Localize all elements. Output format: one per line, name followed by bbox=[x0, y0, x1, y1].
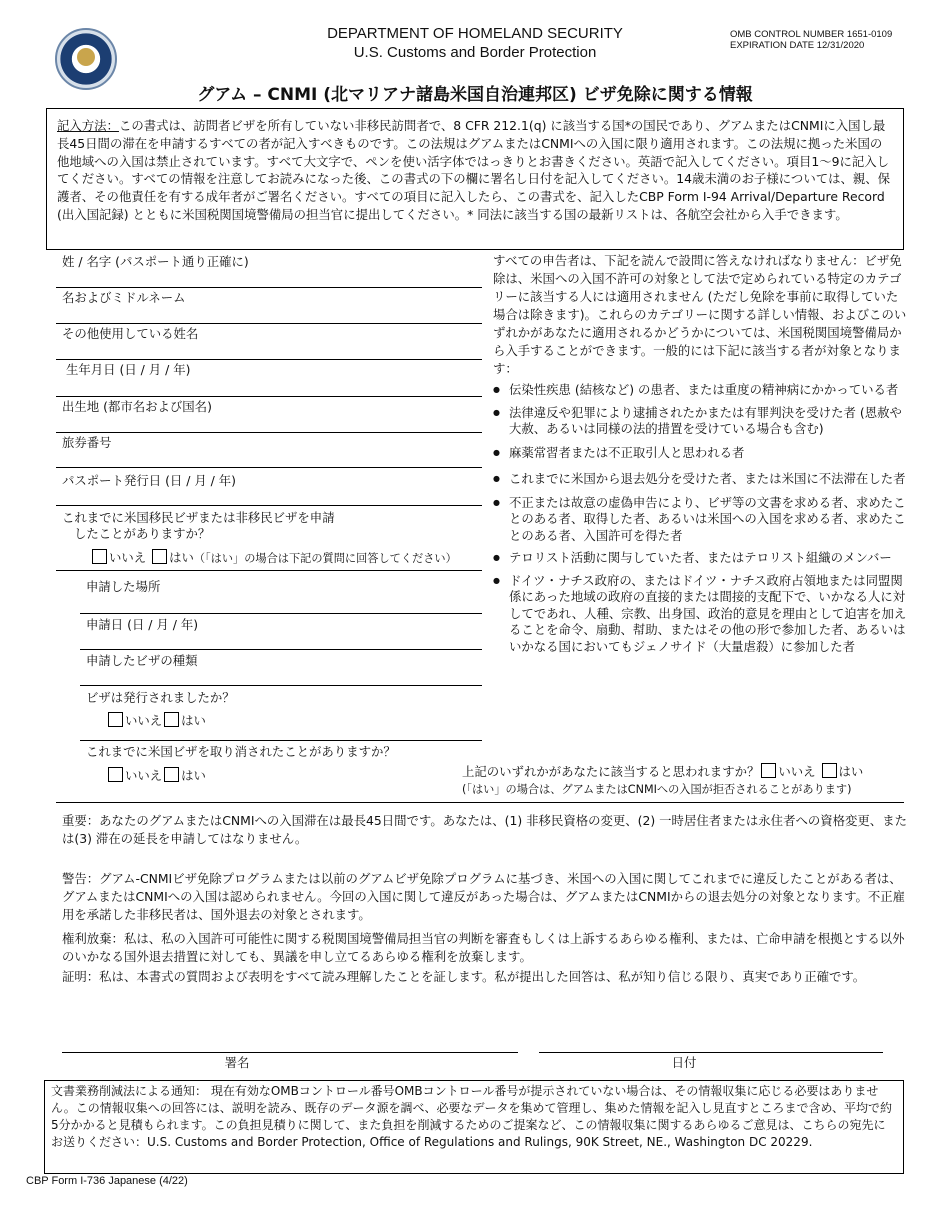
surname-field[interactable] bbox=[56, 287, 482, 288]
visa-applied-yes-note: （「はい」の場合は下記の質問に回答してください） bbox=[193, 552, 457, 565]
passport-number-label: 旅券番号 bbox=[62, 435, 112, 450]
paperwork-notice-box bbox=[44, 1080, 904, 1174]
given-names-field[interactable] bbox=[56, 323, 482, 324]
visa-applied-question-line1: これまでに米国移民ビザまたは非移民ビザを申請 bbox=[62, 510, 335, 525]
signature-field[interactable] bbox=[62, 1052, 518, 1053]
other-names-label: その他使用している姓名 bbox=[62, 326, 199, 341]
apply-date-label: 申請日 (日 / 月 / 年) bbox=[86, 617, 199, 632]
apply-place-label: 申請した場所 bbox=[86, 579, 161, 594]
visa-applied-options bbox=[90, 549, 457, 567]
visa-applied-question-line2: したことがありますか？ bbox=[74, 526, 211, 541]
visa-cancelled-no-label: いいえ bbox=[125, 768, 163, 783]
instructions-text bbox=[47, 109, 903, 224]
visa-issued-options bbox=[106, 712, 206, 729]
instructions-box bbox=[46, 108, 904, 250]
eligibility-item: ● 法律違反や犯罪により逮捕されたかまたは有罪判決を受けた者 (恩赦や大赦、あるいは同様の法的措置を受けている場合も含む) bbox=[493, 405, 909, 438]
eligibility-item: ● ドイツ・ナチス政府の、またはドイツ・ナチス政府占領地または同盟関係にあった地域の政府の直接的または間接的支配下で、いかなる人に対してであれ、人種、宗教、出身国、政治的意見を理由として迫害を加えることを命令、扇動、幇助、またはその他の形で参加した者、あるいはいかなる国においてもジェノサイド（大量虐殺）に参加した者 bbox=[493, 573, 909, 656]
instructions-heading: 記入方法： bbox=[57, 118, 119, 133]
visa-cancelled-yes-label: はい bbox=[181, 768, 206, 783]
eligibility-question bbox=[462, 763, 863, 780]
visa-applied-no-label: いいえ bbox=[109, 550, 147, 565]
instructions-body: この書式は、訪問者ビザを所有していない非移民訪問者で、8 CFR 212.1(q) に該当する国*の国民であり、グアムまたはCNMIに入国し最長45日間の滞在を申請するすべての者が記入すべきものです。この法規はグアムまたはCNMIへの入国に限り適用されます。この法規に拠った米国の他地域への入国は禁止されています。すべて大文字で、ペンを使い活字体ではっきりとお書きください。英語で記入してください。項目1〜9に記入してください。すべての情報を注意してお読みになった後、この書式の下の欄に署名し日付を記入してください。14歳未満のお子様については、親、保護者、その他責任を有する成年者がご署名ください。すべての項目に記入したら、この書式を、記入したCBP Form I-94 Arrival/Departure Record (出入国記録) とともに米国税関国境警備局の担当官に提出してください。* 同法に該当する国の最新リストは、各航空会社から入手できます。 bbox=[57, 118, 891, 222]
apply-date-field[interactable] bbox=[80, 649, 482, 650]
visa-issued-question: ビザは発行されましたか？ bbox=[86, 690, 235, 705]
certification-notice: 証明：私は、本書式の質問および表明をすべて読み理解したことを証します。私が提出した回答は、私が知り信じる限り、真実であり正確です。 bbox=[62, 969, 866, 984]
section-divider bbox=[56, 802, 904, 803]
visa-issued-no-checkbox[interactable] bbox=[108, 712, 123, 727]
date-label: 日付 bbox=[671, 1055, 697, 1070]
birth-place-field[interactable] bbox=[56, 432, 482, 433]
visa-type-label: 申請したビザの種類 bbox=[86, 653, 198, 668]
eligibility-question-text: 上記のいずれかがあなたに該当すると思われますか？ bbox=[462, 764, 760, 779]
divider bbox=[56, 570, 482, 571]
visa-applied-no-checkbox[interactable] bbox=[92, 549, 107, 564]
other-names-field[interactable] bbox=[56, 359, 482, 360]
given-names-label: 名およびミドルネーム bbox=[62, 290, 186, 305]
expiration-date: EXPIRATION DATE 12/31/2020 bbox=[730, 40, 865, 51]
visa-issued-no-label: いいえ bbox=[125, 713, 163, 728]
visa-applied-question bbox=[62, 510, 335, 542]
eligibility-no-label: いいえ bbox=[778, 764, 816, 779]
eligibility-item: ● 不正または故意の虚偽申告により、ビザ等の文書を求める者、求めたことのある者、取得した者、あるいは米国への入国を求める者、求めたことのある者、入国許可を得た者 bbox=[493, 495, 909, 545]
visa-cancelled-no-checkbox[interactable] bbox=[108, 767, 123, 782]
visa-cancelled-question: これまでに米国ビザを取り消されたことがありますか？ bbox=[86, 744, 396, 759]
eligibility-yes-checkbox[interactable] bbox=[822, 763, 837, 778]
eligibility-item: ● 伝染性疾患 (結核など) の患者、または重度の精神病にかかっている者 bbox=[493, 382, 909, 399]
visa-applied-yes-checkbox[interactable] bbox=[152, 549, 167, 564]
form-id: CBP Form I-736 Japanese (4/22) bbox=[26, 1175, 188, 1187]
date-field[interactable] bbox=[539, 1052, 883, 1053]
warning-notice: 警告：グアム-CNMIビザ免除プログラムまたは以前のグアムビザ免除プログラムに基づき、米国への入国に関してこれまでに違反したことがある者は、グアムまたはCNMIへの入国は認められません。今回の入国に関して違反があった場合は、グアムまたはCNMIからの退去処分の対象となります。不正雇用を承諾した非移民者は、国外退去の対象とされます。 bbox=[62, 871, 906, 922]
eligibility-intro: すべての申告者は、下記を読んで設問に答えなければなりません：ビザ免除は、米国への入国不許可の対象として法で定められている特定のカテゴリーに該当する人には適用されません (ただし免除を事前に取得していた場合は除きます)。これらのカテゴリーに関する詳しい情報、およびこのいずれかがあなたに適用されるかどうかについては、米国税関国境警備局から入手することができます。一般的には下記に該当する者が対象となります： bbox=[493, 253, 907, 376]
eligibility-note: (「はい」の場合は、グアムまたはCNMIへの入国が拒否されることがあります) bbox=[462, 783, 852, 796]
divider bbox=[80, 740, 482, 741]
visa-cancelled-options bbox=[106, 767, 206, 784]
paperwork-notice-text: 文書業務削減法による通知： 現在有効なOMBコントロール番号OMBコントロール番号が提示されていない場合は、その情報収集に応じる必要はありません。この情報収集への回答には、説明を読み、既存のデータ源を調べ、必要なデータを集めて管理し、集めた情報を記入し見直すところまで含め、平均で約5分かかると見積もられます。この負担見積りに関して、また負担を削減するためのご提案など、この情報収集に関するあらゆるご意見は、こちらの宛先にお送りください：U.S. Customs and Border Protection, Office of Regulations and Rulings, 90K Street, NE., Washington DC 20229. bbox=[51, 1084, 892, 1149]
eligibility-list bbox=[493, 382, 909, 655]
birth-place-label: 出生地 (都市名および国名) bbox=[62, 399, 212, 414]
omb-number: OMB CONTROL NUMBER 1651-0109 bbox=[730, 29, 893, 40]
visa-issued-yes-label: はい bbox=[181, 713, 206, 728]
visa-cancelled-yes-checkbox[interactable] bbox=[164, 767, 179, 782]
passport-number-field[interactable] bbox=[56, 467, 482, 468]
passport-issue-label: パスポート発行日 (日 / 月 / 年) bbox=[62, 473, 237, 488]
visa-type-field[interactable] bbox=[80, 685, 482, 686]
form-title: グアム – CNMI (北マリアナ諸島米国自治連邦区) ビザ免除に関する情報 bbox=[197, 85, 753, 105]
eligibility-item: ● 麻薬常習者または不正取引人と思われる者 bbox=[493, 445, 909, 462]
eligibility-item: ● テロリスト活動に関与していた者、またはテロリスト組織のメンバー bbox=[493, 550, 909, 567]
eligibility-item: ● これまでに米国から退去処分を受けた者、または米国に不法滞在した者 bbox=[493, 471, 909, 488]
eligibility-no-checkbox[interactable] bbox=[761, 763, 776, 778]
eligibility-yes-label: はい bbox=[838, 764, 864, 779]
department-name: DEPARTMENT OF HOMELAND SECURITY bbox=[327, 25, 623, 42]
birth-date-field[interactable] bbox=[56, 396, 482, 397]
visa-issued-yes-checkbox[interactable] bbox=[164, 712, 179, 727]
surname-label: 姓 / 名字 (パスポート通り正確に) bbox=[62, 254, 249, 269]
signature-label: 署名 bbox=[224, 1055, 250, 1070]
apply-place-field[interactable] bbox=[80, 613, 482, 614]
agency-name: U.S. Customs and Border Protection bbox=[353, 44, 597, 61]
visa-applied-yes-label: はい bbox=[169, 550, 194, 565]
important-notice: 重要：あなたのグアムまたはCNMIへの入国滞在は最長45日間です。あなたは、(1) 非移民資格の変更、(2) 一時居住者または永住者への資格変更、または(3) 滞在の延長を申請してはなりません。 bbox=[62, 813, 907, 846]
passport-issue-field[interactable] bbox=[56, 505, 482, 506]
waiver-notice: 権利放棄：私は、私の入国許可可能性に関する税関国境警備局担当官の判断を審査もしくは上訴するあらゆる権利、または、亡命申請を根拠とする以外のいかなる国外退去措置に対しても、異議を申し立てるあらゆる権利を放棄します。 bbox=[62, 931, 905, 964]
birth-date-label: 生年月日 (日 / 月 / 年) bbox=[66, 362, 191, 377]
